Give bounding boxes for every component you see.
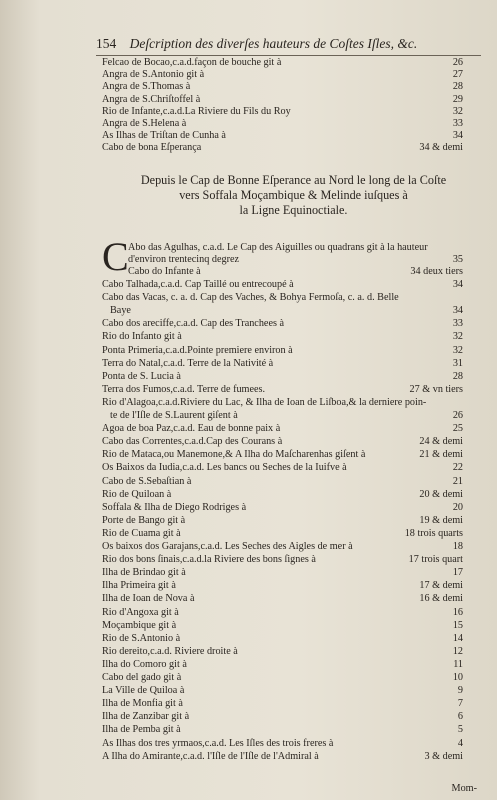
entry-place: Rio de Quiloan à (102, 488, 172, 500)
entry-latitude: 32 (452, 331, 463, 343)
entry-place: Terra do Natal,c.a.d. Terre de la Nativité à (102, 357, 274, 369)
entry-place: Cabo dos areciffe,c.a.d. Cap des Tranchees à (102, 318, 284, 330)
entry-place: Rio de Cuama git à (102, 527, 181, 539)
entry-place: Angra de S.Antonio git à (102, 69, 205, 81)
entry-latitude: 17 (452, 567, 463, 579)
book-page: 154 Deſcription des diverſes hauteurs de Coſtes Iſles, &c. Felcao de Bocao,c.a.d.façon de bouche git à 26 Angra de S.Antonio git à 27 Angra de S.Thomas à 28 Angra de S.Chriſtoffel à 29 Rio de Infante,c.a.d.La Riviere du Fils du Roy 32 Angra de S.Helena à 33 As Ilhas de Triſtan de Cunha à 34 Cabo de bona Eſperança 34 & demi Depuis le Cap de Bonne Eſperance au Nord le long de la Coſte vers Soffala Moçambique & Melinde iuſques à la Ligne Equinoctiale. C Abo das Agulhas, c.a.d. Le Cap des Aiguilles ou quadrans git à la hauteur d'environ trentecinq degrez 35 Cabo do Infante à 34 deux tiers Cabo Talhada,c.a.d. Cap Taillé ou entrecoupé à 34 Cabo das Vacas, c. a. d. Cap des Vaches, & Bohya Fermoſa, c. a. d. Belle Baye 34 Cabo dos areciffe,c.a.d. Cap des Tranchees à 33 Rio do Infanto git à 32 Ponta Primeria,c.a.d.Pointe premiere environ à 32 Terra do Natal,c.a.d. Terre de la Nativité à 31 Ponta de S. Lucia à 28 Terra dos Fumos,c.a.d. Terre de fumees. 27 & vn tiers Rio d'Alagoa,c.a.d.Riviere du Lac, & Ilha de Ioan de Liſboa,& la derniere poin- te de l'Iſle de S.Laurent giſent à 26 Agoa de boa Paz,c.a.d. Eau de bonne paix à 25 Cabo das Correntes,c.a.d.Cap des Courans à 24 & demi Rio de Mataca,ou Manemone,& A Ilha do Maſcharenhas giſent à 21 & demi Os Baixos da Iudia,c.a.d. Les bancs ou Seches de la Iuifve à 22 Cabo de S.Sebaſtian à 21 Rio de Quiloan à 20 & demi Soffala & Ilha de Diego Rodriges à 20 Porte de Bango git à 19 & demi Rio de Cuama git à 18 trois quarts Os baixos dos Garajans,c.a.d. Les Seches des Aigles de mer à 18 Rio dos bons ſinais,c.a.d.la Riviere des bons ſignes à 17 trois quart Ilha de Brindao git à 17 Ilha Primeira git à 17 & demi Ilha de Ioan de Nova à 16 & demi Rio d'Angoxa git à 16 Moçambique git à 15 Rio de S.Antonio à 14 Rio dereito,c.a.d. Riviere droite à 12 Ilha do Comoro git à 11 Cabo del gado git à 10 La Ville de Quiloa à 9 Ilha de Monfia git à 7 Ilha de Zanzibar git à 6 Ilha de Pemba git à 5 As Ilhas dos tres yrmaos,c.a.d. Les Iſles des trois freres à 4 A Ilha do Amirante,c.a.d. l'Iſle de l'Iſle de l'Admiral à 3 & demi Mom- (0, 0, 497, 800)
entry-place: Cabo de bona Eſperança (102, 142, 202, 154)
entry-latitude: 25 (452, 423, 463, 435)
entry-place: Rio de Infante,c.a.d.La Riviere du Fils du Roy (102, 105, 291, 117)
entry-latitude: 10 (452, 672, 463, 683)
entry-place: Cabo del gado git à (102, 672, 182, 683)
entry-latitude: 33 (452, 318, 463, 330)
entry-latitude: 14 (452, 632, 463, 644)
entry-place: Ilha de Zanzibar git à (102, 711, 190, 723)
entry-latitude: 12 (452, 645, 463, 657)
entry-latitude: 4 (457, 737, 463, 749)
entry-place: Cabo das Correntes,c.a.d.Cap des Courans à (102, 436, 283, 448)
entry-place: Rio de S.Antonio à (102, 632, 181, 644)
entry-latitude: 6 (457, 711, 463, 723)
entry-place: As Ilhas dos tres yrmaos,c.a.d. Les Iſles des trois freres à (102, 737, 334, 749)
entry-place: Angra de S.Chriſtoffel à (102, 93, 201, 105)
entry-place: Os Baixos da Iudia,c.a.d. Les bancs ou Seches de la Iuifve à (102, 462, 347, 474)
entry-latitude: 9 (457, 685, 463, 697)
entry-latitude: 32 (452, 105, 463, 117)
entry-place: Agoa de boa Paz,c.a.d. Eau de bonne paix à (102, 423, 281, 435)
entry-place: Terra dos Fumos,c.a.d. Terre de fumees. (102, 383, 266, 395)
entry-latitude: 16 & demi (419, 593, 463, 605)
entry-latitude: 34 (452, 130, 463, 142)
entry-place: Cabo Talhada,c.a.d. Cap Taillé ou entrecoupé à (102, 279, 294, 290)
entry-place: As Ilhas de Triſtan de Cunha à (102, 130, 226, 142)
entry-latitude: 16 (452, 606, 463, 618)
entry-place: Baye (110, 305, 131, 317)
entry-place: Rio de Mataca,ou Manemone,& A Ilha do Maſcharenhas giſent à (102, 449, 366, 461)
section-heading-line: Depuis le Cap de Bonne Eſperance au Nord le long de la Coſte (140, 173, 447, 187)
entry-place: Rio d'Alagoa,c.a.d.Riviere du Lac, & Ilha de Ioan de Liſboa,& la derniere poin- (102, 396, 427, 408)
section-heading-line: vers Soffala Moçambique & Melinde iuſques à (179, 188, 408, 202)
entry-latitude: 5 (457, 724, 463, 736)
entry-latitude: 32 (452, 344, 463, 356)
page-title: Deſcription des diverſes hauteurs de Coſtes Iſles, &c. (129, 36, 418, 51)
entry-place: Ilha Primeira git à (102, 580, 176, 592)
entry-latitude: 19 & demi (419, 514, 463, 526)
entry-place: Felcao de Bocao,c.a.d.façon de bouche git à (102, 57, 282, 68)
entry-place: Cabo de S.Sebaſtian à (102, 475, 192, 487)
entry-latitude: 17 & demi (419, 580, 463, 592)
entry-latitude: 33 (452, 118, 463, 129)
entry-place: te de l'Iſle de S.Laurent giſent à (110, 410, 238, 421)
entry-latitude: 24 & demi (419, 436, 463, 448)
entry-place: Porte de Bango git à (102, 514, 186, 526)
header-rule (96, 55, 481, 56)
page-number: 154 (96, 36, 117, 51)
entry-latitude: 27 (452, 69, 463, 81)
entry-latitude: 7 (457, 698, 463, 710)
entry-place: Ponta Primeria,c.a.d.Pointe premiere environ à (102, 344, 293, 356)
entry-place: Os baixos dos Garajans,c.a.d. Les Seches des Aigles de mer à (102, 541, 353, 552)
entry-latitude: 15 (452, 619, 463, 631)
drop-capital: C (102, 234, 129, 279)
entry-place: A Ilha do Amirante,c.a.d. l'Iſle de l'Iſle de l'Admiral à (102, 750, 319, 762)
entry-place: Angra de S.Thomas à (102, 81, 191, 93)
entry-latitude: 29 (452, 93, 463, 105)
entry-latitude: 18 (452, 541, 463, 552)
entry-latitude: 28 (452, 370, 463, 382)
entry-latitude: 17 trois quart (408, 554, 463, 566)
entry-place: Rio do Infanto git à (102, 331, 182, 343)
entry-latitude: 34 (452, 305, 463, 317)
entry-latitude: 18 trois quarts (404, 527, 463, 539)
entry-latitude: 28 (452, 81, 463, 93)
entry-latitude: 31 (452, 357, 463, 369)
entry-place: Cabo das Vacas, c. a. d. Cap des Vaches, & Bohya Fermoſa, c. a. d. Belle (102, 292, 399, 304)
entry-place: Ponta de S. Lucia à (102, 370, 181, 382)
entry-place: Ilha de Brindao git à (102, 567, 186, 579)
entry-latitude: 27 & vn tiers (409, 383, 463, 395)
entry-latitude: 20 (452, 501, 463, 513)
entry-latitude: 20 & demi (419, 488, 463, 500)
entry-latitude: 11 (453, 658, 463, 670)
entry-latitude: 26 (452, 57, 463, 68)
entry-latitude: 22 (452, 462, 463, 474)
entry-place: Ilha do Comoro git à (102, 658, 187, 670)
entry-latitude: 21 (452, 475, 463, 487)
entry-place: Ilha de Pemba git à (102, 724, 181, 736)
entry-latitude: 34 (452, 279, 463, 290)
section-heading (110, 173, 477, 218)
entry-place: Moçambique git à (102, 619, 177, 631)
entry-place: Soffala & Ilha de Diego Rodriges à (102, 501, 247, 513)
section-heading-line: la Ligne Equinoctiale. (239, 203, 348, 217)
entry-place: La Ville de Quiloa à (102, 685, 185, 697)
entry-place: Ilha de Ioan de Nova à (102, 593, 195, 605)
entry-latitude: 34 & demi (419, 142, 463, 154)
running-header (96, 36, 483, 56)
entry-place: Rio d'Angoxa git à (102, 606, 179, 618)
entry-latitude: 21 & demi (419, 449, 463, 461)
entry-latitude: 26 (452, 410, 463, 421)
entry-place: Rio dos bons ſinais,c.a.d.la Riviere des bons ſignes à (102, 554, 316, 566)
entry-place: Rio dereito,c.a.d. Riviere droite à (102, 645, 238, 657)
entry-place: Ilha de Monfia git à (102, 698, 183, 710)
entry-latitude: 3 & demi (424, 750, 463, 762)
entry-place: Angra de S.Helena à (102, 118, 187, 129)
